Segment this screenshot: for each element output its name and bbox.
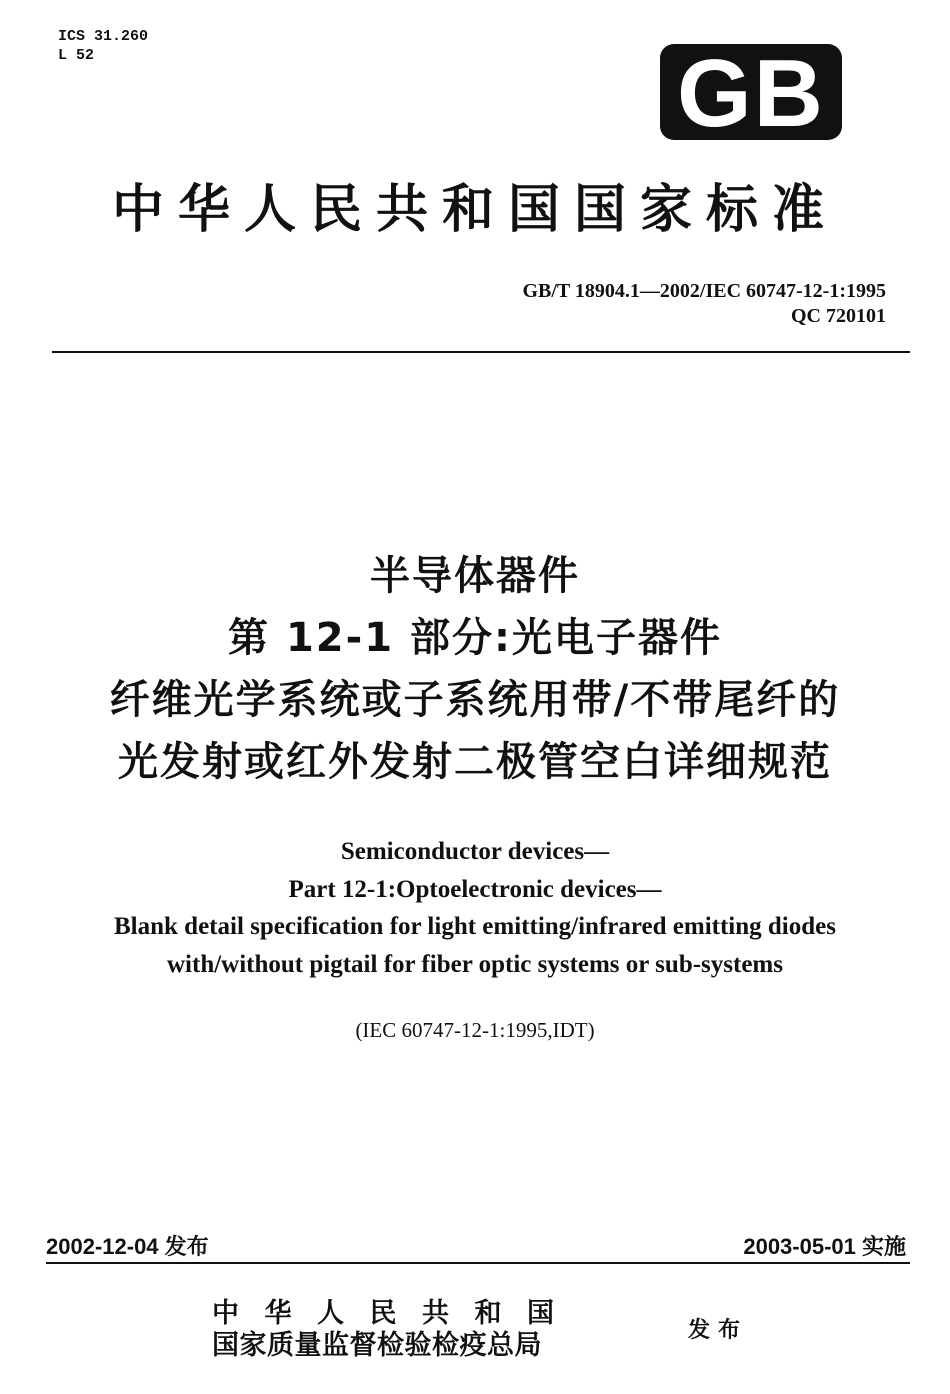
publisher-block — [212, 1298, 580, 1362]
gb-logo-text: GB — [677, 42, 825, 142]
standard-code-line2: QC 720101 — [791, 305, 886, 327]
ics-code: ICS 31.260 — [58, 28, 149, 45]
chinese-title-line: 纤维光学系统或子系统用带/不带尾纤的 — [109, 677, 841, 723]
chinese-title-line: 第 12-1 部分:光电子器件 — [228, 615, 722, 661]
chinese-title-line: 半导体器件 — [370, 553, 580, 599]
english-title-line: with/without pigtail for fiber optic systems or sub-systems — [167, 950, 783, 978]
standard-title: 中华人民共和国国家标准 — [111, 179, 838, 240]
top-divider — [52, 351, 910, 353]
english-title-line: Semiconductor devices— — [340, 838, 610, 865]
bottom-divider — [46, 1262, 910, 1264]
issue-label: 发布 — [688, 1317, 749, 1343]
standard-code — [522, 279, 886, 329]
english-title — [0, 833, 950, 983]
classification-codes — [58, 27, 148, 65]
chinese-title-line: 光发射或红外发射二极管空白详细规范 — [118, 739, 832, 785]
english-title-line: Blank detail specification for light emitting/infrared emitting diodes — [114, 913, 836, 940]
ccs-code: L 52 — [58, 47, 95, 64]
equivalence-note: (IEC 60747-12-1:1995,IDT) — [355, 1018, 595, 1042]
implementation-date: 2003-05-01 实施 — [743, 1234, 906, 1259]
standard-code-line1: GB/T 18904.1—2002/IEC 60747-12-1:1995 — [522, 280, 886, 302]
publisher-line1: 中华人民共和国 — [212, 1298, 580, 1329]
publisher-line2: 国家质量监督检验检疫总局 — [212, 1330, 542, 1361]
english-title-line: Part 12-1:Optoelectronic devices— — [288, 875, 662, 903]
gb-logo — [658, 42, 844, 142]
publish-date: 2002-12-04 发布 — [46, 1234, 209, 1259]
chinese-title — [0, 545, 950, 793]
